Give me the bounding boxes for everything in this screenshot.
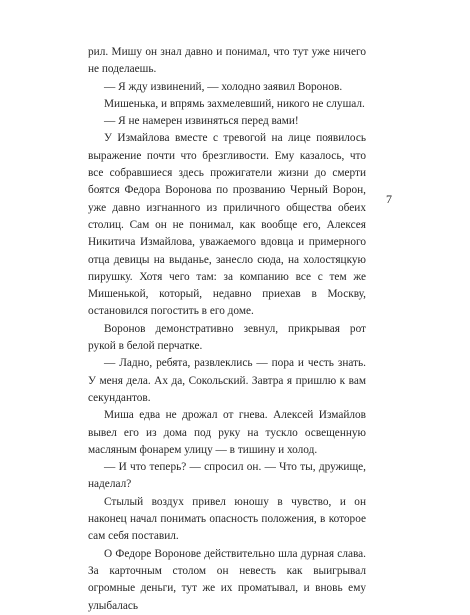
paragraph: Воронов демонстративно зевнул, прикрывая рот рукой в белой перчатке. (88, 322, 366, 353)
paragraph: — Ладно, ребята, развлеклись — пора и честь знать. У меня дела. Ах да, Сокольский. Завтра я пришлю к вам секундантов. (88, 357, 366, 404)
paragraph: О Федоре Воронове действительно шла дурная слава. За карточным столом он невесть как выигрывал огромные деньги, тут же их проматывал, и вновь ему улыбалась (88, 547, 366, 612)
paragraph: Миша едва не дрожал от гнева. Алексей Измайлов вывел его из дома под руку на тускло освещенную масляным фонарем улицу — в тишину и холод. (88, 409, 366, 456)
page-number: 7 (386, 192, 392, 206)
paragraph: — Я жду извинений, — холодно заявил Воронов. (104, 80, 343, 93)
paragraph: У Измайлова вместе с тревогой на лице появилось выражение почти что брезгливости. Ему казалось, что все собравшиеся здесь прожигатели жизни до смерти боятся Федора Воронова по прозванию Черный Ворон, уже давно изгнанного из приличного общества обеих столиц. Сам он не понимал, как вообще его, Алексея Никитича Измайлова, уважаемого вдовца и примерного отца девицы на выданье, занесло сюда, на холостяцкую пирушку. Хотя чего там: за компанию все с тем же Мишенькой, который, недавно приехав в Москву, остановился погостить в его доме. (88, 132, 366, 318)
paragraph: рил. Мишу он знал давно и понимал, что тут уже ничего не поделаешь. (88, 46, 366, 76)
paragraph: Мишенька, и впрямь захмелевший, никого не слушал. (104, 97, 365, 110)
paragraph: — И что теперь? — спросил он. — Что ты, дружище, наделал? (88, 461, 366, 491)
paragraph: — Я не намерен извиняться перед вами! (104, 115, 299, 128)
paragraph: Стылый воздух привел юношу в чувство, и он наконец начал понимать опасность положения, в которое сам себя поставил. (88, 495, 366, 543)
page-body-text (88, 44, 366, 615)
